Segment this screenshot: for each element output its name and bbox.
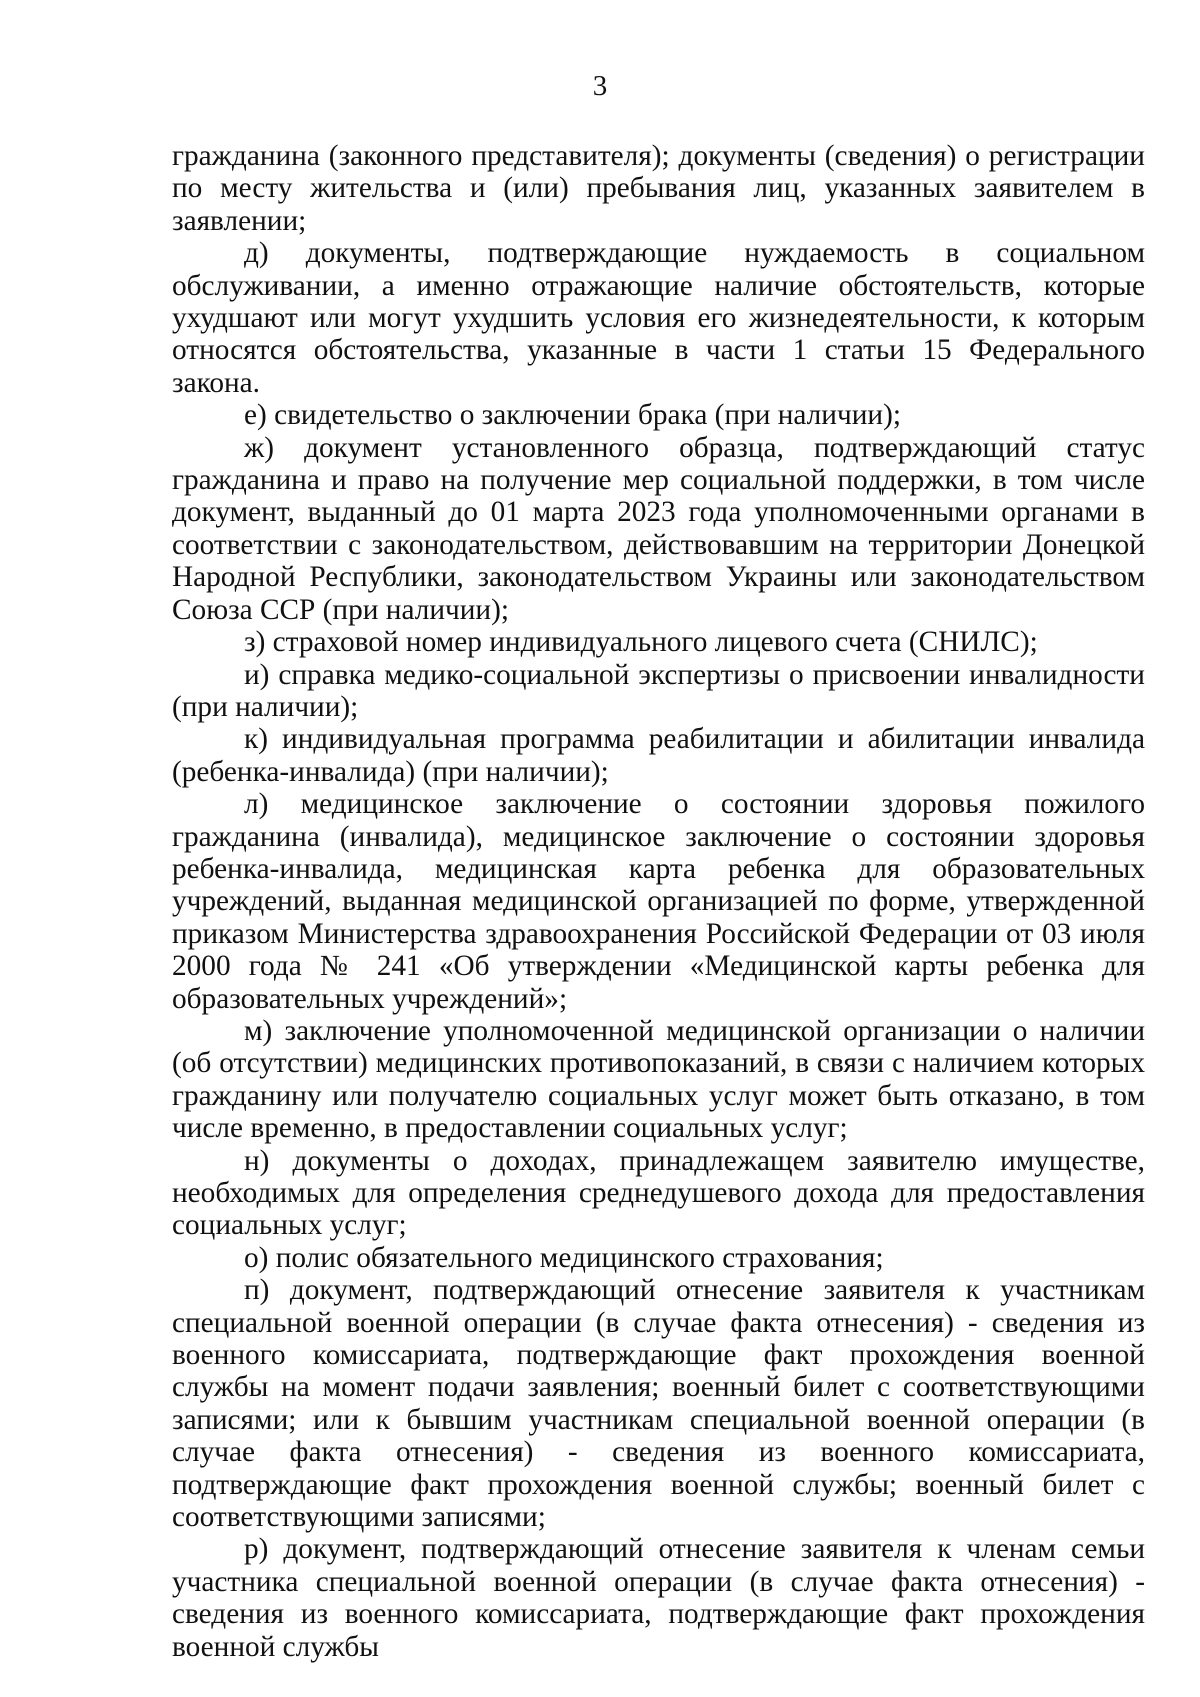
paragraph-item-zh: ж) документ установленного образца, подтверждающий статус гражданина и право на получение мер социальной поддержки, в том числе документ, выданный до 01 марта 2023 года уполномоченными органами в соответствии с законодательством, действовавшим на территории Донецкой Народной Республики, законодательством Украины или законодательством Союза ССР (при наличии); (172, 431, 1145, 626)
paragraph-item-l: л) медицинское заключение о состоянии здоровья пожилого гражданина (инвалида), медицинское заключение о состоянии здоровья ребенка-инвалида, медицинская карта ребенка для образовательных учреждений, выданная медицинской организацией по форме, утвержденной приказом Министерства здравоохранения Российской Федерации от 03 июля 2000 года № 241 «Об утверждении «Медицинской карты ребенка для образовательных учреждений»; (172, 788, 1145, 1015)
paragraph-continuation: гражданина (законного представителя); документы (сведения) о регистрации по месту жительства и (или) пребывания лиц, указанных заявителем в заявлении; (172, 140, 1145, 237)
paragraph-item-o: о) полис обязательного медицинского страхования; (244, 1241, 884, 1274)
paragraph-item-i: и) справка медико-социальной экспертизы о присвоении инвалидности (при наличии); (172, 658, 1145, 723)
page-number: 3 (592, 70, 608, 102)
paragraph-item-m: м) заключение уполномоченной медицинской организации о наличии (об отсутствии) медицинских противопоказаний, в связи с наличием которых гражданину или получателю социальных услуг может быть отказано, в том числе временно, в предоставлении социальных услуг; (172, 1014, 1145, 1145)
paragraph-item-e: е) свидетельство о заключении брака (при наличии); (244, 399, 901, 432)
document-body (172, 140, 1145, 1663)
paragraph-item-d: д) документы, подтверждающие нуждаемость в социальном обслуживании, а именно отражающие наличие обстоятельств, которые ухудшают или могут ухудшить условия его жизнедеятельности, к которым относятся обстоятельства, указанные в части 1 статьи 15 Федерального закона. (172, 237, 1145, 399)
paragraph-item-p: п) документ, подтверждающий отнесение заявителя к участникам специальной военной операции (в случае факта отнесения) - сведения из военного комиссариата, подтверждающие факт прохождения военной службы на момент подачи заявления; военный билет с соответствующими записями; или к бывшим участникам специальной военной операции (в случае факта отнесения) - сведения из военного комиссариата, подтверждающие факт прохождения военной службы; военный билет с соответствующими записями; (172, 1274, 1145, 1534)
paragraph-item-z: з) страховой номер индивидуального лицевого счета (СНИЛС); (244, 626, 1038, 659)
paragraph-item-n: н) документы о доходах, принадлежащем заявителю имуществе, необходимых для определения среднедушевого дохода для предоставления социальных услуг; (172, 1144, 1145, 1242)
paragraph-item-r: р) документ, подтверждающий отнесение заявителя к членам семьи участника специальной военной операции (в случае факта отнесения) - сведения из военного комиссариата, подтверждающие факт прохождения военной службы (172, 1533, 1145, 1663)
paragraph-item-k: к) индивидуальная программа реабилитации и абилитации инвалида (ребенка-инвалида) (при наличии); (172, 723, 1145, 788)
